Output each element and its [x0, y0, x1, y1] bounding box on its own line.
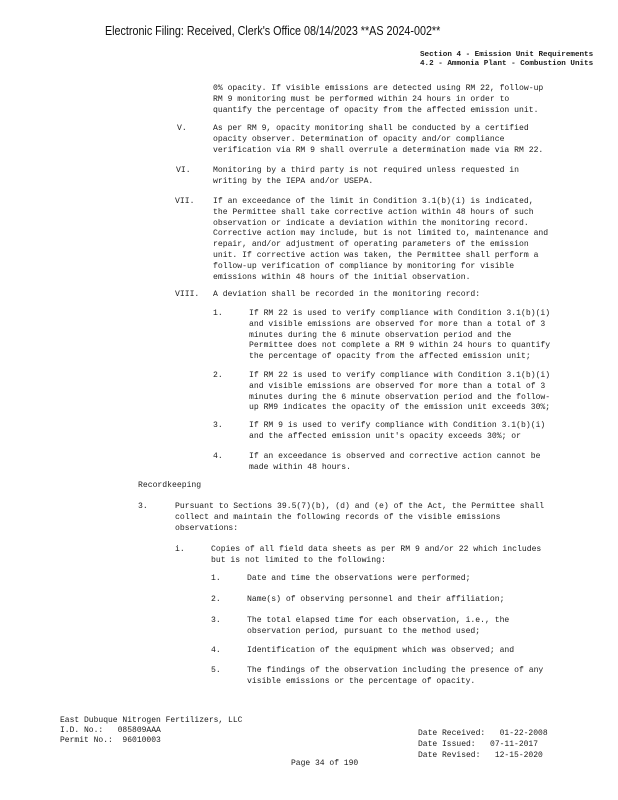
issued-label: Date Issued:: [418, 740, 476, 749]
text-line: 0% opacity. If visible emissions are detected using RM 22, follow-up: [213, 84, 544, 93]
revised-label: Date Revised:: [418, 751, 481, 760]
item-number: VI.: [176, 166, 191, 175]
text-line: Copies of all field data sheets as per RM 9 and/or 22 which includes: [211, 545, 542, 554]
record-text: [247, 595, 504, 606]
recordkeeping-heading: Recordkeeping: [138, 481, 202, 490]
text-line: opacity observer. Determination of opacity and/or compliance: [213, 134, 505, 144]
text-line: emissions within 48 hours of the initial observation.: [213, 272, 471, 282]
section-header-line2: 4.2 - Ammonia Plant - Combustion Units: [420, 59, 594, 68]
text-line: unit. If corrective action was taken, the Permittee shall perform a: [213, 250, 539, 260]
item-number: i.: [175, 545, 185, 554]
text-line: If RM 9 is used to verify compliance with Condition 3.1(b)(i): [249, 421, 546, 430]
text-line: As per RM 9, opacity monitoring shall be conducted by a certified: [213, 124, 529, 133]
text-line: and visible emissions are observed for more than a total of 3: [249, 319, 546, 329]
text-line: minutes during the 6 minute observation period and the follow-: [249, 392, 551, 402]
footer-date-issued: [418, 740, 538, 750]
electronic-filing-stamp: Electronic Filing: Received, Clerk's Office 08/14/2023 **AS 2024-002**: [105, 24, 441, 38]
record-number: 1.: [211, 574, 221, 583]
item-text: [213, 290, 480, 301]
page-number: Page 34 of 190: [291, 759, 359, 768]
text-line: quantify the percentage of opacity from the affected emission unit.: [213, 105, 539, 115]
text-line: writing by the IEPA and/or USEPA.: [213, 176, 374, 186]
text-line: Date and time the observations were performed;: [247, 574, 471, 583]
footer-permit: [60, 736, 161, 746]
text-line: made within 48 hours.: [249, 462, 351, 472]
footer-date-received: [418, 729, 548, 739]
section-header-line1: Section 4 - Emission Unit Requirements: [420, 51, 594, 59]
item-number: V.: [177, 124, 187, 133]
item-text: [211, 545, 541, 567]
text-line: The total elapsed time for each observation, i.e., the: [247, 616, 510, 625]
permit-label: Permit No.:: [60, 736, 113, 745]
text-line: verification via RM 9 shall overrule a determination made via RM 22.: [213, 145, 544, 155]
text-line: and the affected emission unit's opacity exceeds 30%; or: [249, 431, 521, 441]
item-number: VIII.: [175, 290, 200, 299]
sub-item-number: 4.: [213, 452, 223, 461]
text-line: the percentage of opacity from the affected emission unit;: [249, 352, 531, 362]
text-line: If an exceedance is observed and corrective action cannot be: [249, 452, 541, 461]
text-line: If an exceedance of the limit in Condition 3.1(b)(i) is indicated,: [213, 197, 534, 206]
text-line: Permittee does not complete a RM 9 within 24 hours to quantify: [249, 341, 551, 351]
footer-company: East Dubuque Nitrogen Fertilizers, LLC: [60, 716, 243, 725]
text-line: observation period, pursuant to the method used;: [247, 626, 481, 636]
received-label: Date Received:: [418, 729, 486, 738]
text-line: observations:: [175, 523, 239, 533]
text-line: observation or indicate a deviation within the monitoring record.: [213, 218, 529, 228]
section-header: [420, 51, 593, 68]
sub-item-text: [249, 371, 550, 414]
sub-item-text: [249, 452, 540, 474]
text-line: If RM 22 is used to verify compliance with Condition 3.1(b)(i): [249, 371, 551, 380]
revised-value: 12-15-2020: [494, 751, 543, 760]
sub-item-text: [249, 421, 545, 443]
item-text: [213, 197, 548, 283]
record-number: 5.: [211, 666, 221, 675]
text-line: minutes during the 6 minute observation period and the: [249, 330, 512, 340]
text-line: Pursuant to Sections 39.5(7)(b), (d) and (e) of the Act, the Permittee shall: [175, 502, 545, 511]
item-text: [213, 124, 543, 156]
id-value: 085809AAA: [117, 726, 161, 735]
record-text: [247, 616, 509, 638]
record-number: 3.: [211, 616, 221, 625]
sub-item-number: 1.: [213, 309, 223, 318]
record-text: [247, 666, 543, 688]
record-text: [247, 646, 514, 657]
text-line: and visible emissions are observed for more than a total of 3: [249, 381, 546, 391]
text-line: up RM9 indicates the opacity of the emission unit exceeds 30%;: [249, 403, 551, 413]
text-line: If RM 22 is used to verify compliance with Condition 3.1(b)(i): [249, 309, 551, 318]
item-text: [213, 166, 519, 188]
text-line: follow-up verification of compliance by monitoring for visible: [213, 261, 515, 271]
sub-item-number: 2.: [213, 371, 223, 380]
text-line: collect and maintain the following records of the visible emissions: [175, 512, 501, 522]
text-line: The findings of the observation including the presence of any: [247, 666, 544, 675]
text-line: Monitoring by a third party is not required unless requested in: [213, 166, 519, 175]
permit-value: 96010003: [122, 736, 161, 745]
received-value: 01-22-2008: [499, 729, 548, 738]
text-line: Name(s) of observing personnel and their affiliation;: [247, 595, 505, 604]
paragraph-number: 3.: [138, 502, 148, 511]
record-text: [247, 574, 470, 585]
record-number: 2.: [211, 595, 221, 604]
text-line: A deviation shall be recorded in the monitoring record:: [213, 290, 481, 299]
text-line: but is not limited to the following:: [211, 555, 386, 565]
text-line: repair, and/or adjustment of operating parameters of the emission: [213, 240, 529, 250]
text-line: the Permittee shall take corrective action within 48 hours of such: [213, 207, 534, 217]
record-number: 4.: [211, 646, 221, 655]
sub-item-text: [249, 309, 550, 363]
continuation-paragraph: [213, 84, 543, 116]
footer-id: [60, 726, 161, 736]
id-label: I.D. No.:: [60, 726, 104, 735]
text-line: RM 9 monitoring must be performed within 24 hours in order to: [213, 94, 510, 104]
text-line: Corrective action may include, but is not limited to, maintenance and: [213, 229, 549, 239]
text-line: Identification of the equipment which was observed; and: [247, 646, 515, 655]
issued-value: 07-11-2017: [490, 740, 539, 749]
footer-date-revised: [418, 751, 543, 761]
paragraph-text: [175, 502, 544, 534]
sub-item-number: 3.: [213, 421, 223, 430]
item-number: VII.: [175, 197, 195, 206]
text-line: visible emissions or the percentage of opacity.: [247, 676, 476, 686]
